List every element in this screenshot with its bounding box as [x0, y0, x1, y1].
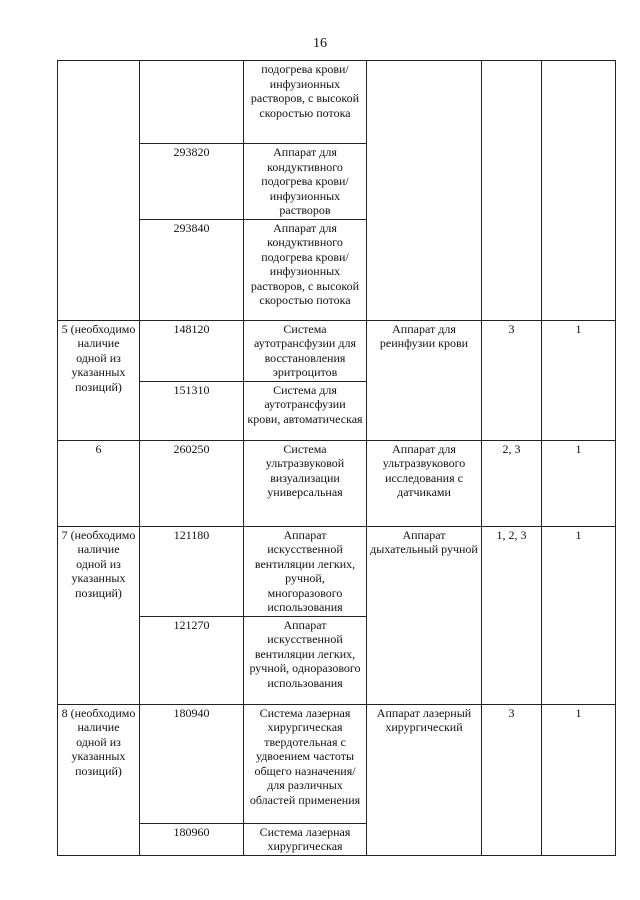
name-cell: подогрева крови/ инфузионных растворов, с высокой скоростью потока: [244, 61, 367, 144]
table-row: [58, 61, 616, 144]
table-row: [58, 440, 616, 526]
frequency-cell: 3: [482, 704, 542, 855]
quantity-cell: 1: [542, 526, 616, 704]
name-cell: Аппарат для кондуктивного подогрева крови/ инфузионных растворов, с высокой скоростью потока: [244, 219, 367, 320]
equipment-cell: Аппарат лазерный хирургический: [367, 704, 482, 855]
table-row: [58, 526, 616, 616]
group-cell: [58, 61, 140, 321]
frequency-cell: 1, 2, 3: [482, 526, 542, 704]
name-cell: Система ультразвуковой визуализации универсальная: [244, 440, 367, 526]
code-cell: 293840: [140, 219, 244, 320]
code-cell: 293820: [140, 144, 244, 220]
group-cell: 7 (необходимо наличие одной из указанных позиций): [58, 526, 140, 704]
code-cell: 148120: [140, 320, 244, 381]
equipment-cell: Аппарат дыхательный ручной: [367, 526, 482, 704]
equipment-cell: Аппарат для реинфузии крови: [367, 320, 482, 440]
code-cell: 121180: [140, 526, 244, 616]
frequency-cell: 2, 3: [482, 440, 542, 526]
name-cell: Аппарат искусственной вентиляции легких, ручной, многоразового использования: [244, 526, 367, 616]
code-cell: 180960: [140, 823, 244, 855]
name-cell: Система лазерная хирургическая твердотельная с удвоением частоты общего назначения/ для различных областей применения: [244, 704, 367, 823]
code-cell: 180940: [140, 704, 244, 823]
table-row: [58, 704, 616, 823]
name-cell: Система лазерная хирургическая: [244, 823, 367, 855]
code-cell: 121270: [140, 616, 244, 704]
frequency-cell: [482, 61, 542, 321]
code-cell: [140, 61, 244, 144]
page-number: 16: [313, 36, 327, 51]
equipment-cell: Аппарат для ультразвукового исследования с датчиками: [367, 440, 482, 526]
table-row: [58, 320, 616, 381]
name-cell: Аппарат искусственной вентиляции легких, ручной, одноразового использования: [244, 616, 367, 704]
group-cell: 5 (необходимо наличие одной из указанных позиций): [58, 320, 140, 440]
equipment-cell: [367, 61, 482, 321]
quantity-cell: 1: [542, 704, 616, 855]
equipment-table: [57, 60, 616, 856]
code-cell: 151310: [140, 381, 244, 440]
code-cell: 260250: [140, 440, 244, 526]
name-cell: Аппарат для кондуктивного подогрева крови/ инфузионных растворов: [244, 144, 367, 220]
group-cell: 8 (необходимо наличие одной из указанных позиций): [58, 704, 140, 855]
group-cell: 6: [58, 440, 140, 526]
name-cell: Система для аутотрансфузии крови, автоматическая: [244, 381, 367, 440]
quantity-cell: 1: [542, 320, 616, 440]
name-cell: Система аутотрансфузии для восстановления эритроцитов: [244, 320, 367, 381]
frequency-cell: 3: [482, 320, 542, 440]
quantity-cell: 1: [542, 440, 616, 526]
quantity-cell: [542, 61, 616, 321]
